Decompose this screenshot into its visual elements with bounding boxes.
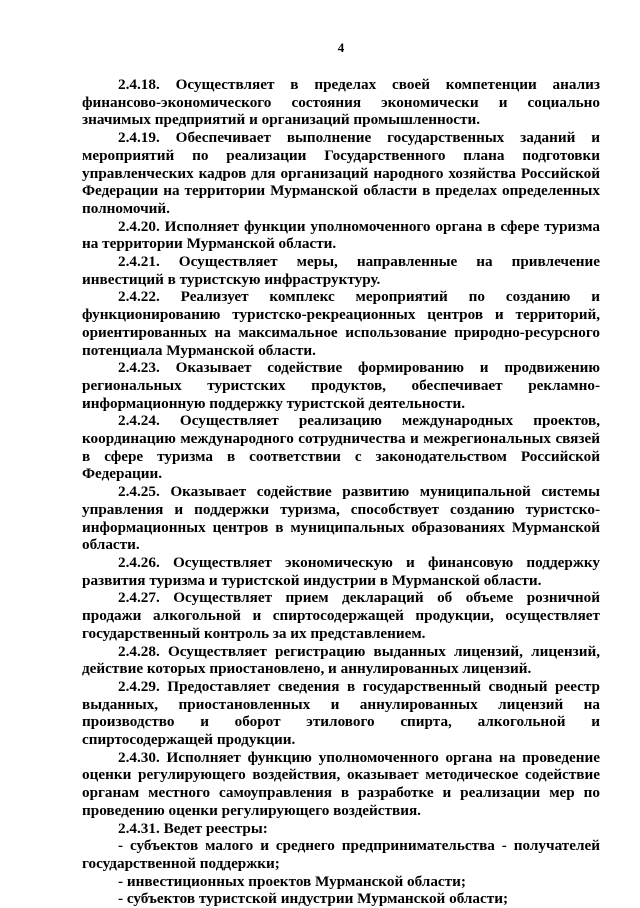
paragraph-2-4-26: 2.4.26. Осуществляет экономическую и финансовую поддержку развития туризма и туристской индустрии в Мурманской области. [82, 553, 600, 589]
paragraph-2-4-25: 2.4.25. Оказывает содействие развитию муниципальной системы управления и поддержки туризма, способствует созданию туристско-информационных центров в муниципальных образованиях Мурманской области. [82, 483, 600, 554]
paragraph-2-4-29: 2.4.29. Предоставляет сведения в государственный сводный реестр выданных, приостановленных и аннулированных лицензий на производство и оборот этилового спирта, алкогольной и спиртосодержащей продукции. [82, 677, 600, 749]
paragraph-2-4-30: 2.4.30. Исполняет функцию уполномоченного органа на проведение оценки регулирующего воздействия, оказывает методическое содействие органам местного самоуправления в разработке и реализации мер по проведению оценки регулирующего воздействия. [82, 748, 600, 819]
paragraph-2-4-21: 2.4.21. Осуществляет меры, направленные на привлечение инвестиций в туристскую инфраструктуру. [82, 253, 600, 288]
paragraph-2-4-18: 2.4.18. Осуществляет в пределах своей компетенции анализ финансово-экономического состояния экономически и социально значимых предприятий и организаций промышленности. [82, 76, 600, 129]
paragraph-2-4-24: 2.4.24. Осуществляет реализацию международных проектов, координацию международного сотрудничества и межрегиональных связей в сфере туризма в соответствии с законодательством Российской Федерации. [82, 412, 600, 483]
paragraph-2-4-19: 2.4.19. Обеспечивает выполнение государственных заданий и мероприятий по реализации Государственного плана подготовки управленческих кадров для организаций народного хозяйства Российской Федерации на территории Мурманской области в пределах определенных полномочий. [82, 129, 600, 217]
page-number: 4 [337, 40, 345, 55]
list-item: - субъектов малого и среднего предпринимательства - получателей государственной поддержки; [82, 837, 600, 872]
list-item: - инвестиционных проектов Мурманской области; [118, 872, 466, 890]
paragraph-2-4-27: 2.4.27. Осуществляет прием деклараций об объеме розничной продажи алкогольной и спиртосодержащей продукции, осуществляет государственный контроль за их представлением. [82, 589, 600, 642]
paragraph-2-4-20: 2.4.20. Исполняет функции уполномоченного органа в сфере туризма на территории Мурманской области. [82, 217, 600, 253]
paragraph-2-4-31: 2.4.31. Ведет реестры: [118, 819, 268, 837]
list-item: - субъектов туристской индустрии Мурманской области; [118, 890, 509, 908]
paragraph-2-4-28: 2.4.28. Осуществляет регистрацию выданных лицензий, лицензий, действие которых приостановлено, и аннулированных лицензий. [82, 642, 600, 678]
paragraph-2-4-22: 2.4.22. Реализует комплекс мероприятий по созданию и функционированию туристско-рекреационных центров и территорий, ориентированных на максимальное использование природно-ресурсного потенциала Мурманской области. [82, 288, 600, 359]
paragraph-2-4-23: 2.4.23. Оказывает содействие формированию и продвижению региональных туристских продуктов, обеспечивает рекламно-информационную поддержку туристской деятельности. [82, 359, 600, 412]
